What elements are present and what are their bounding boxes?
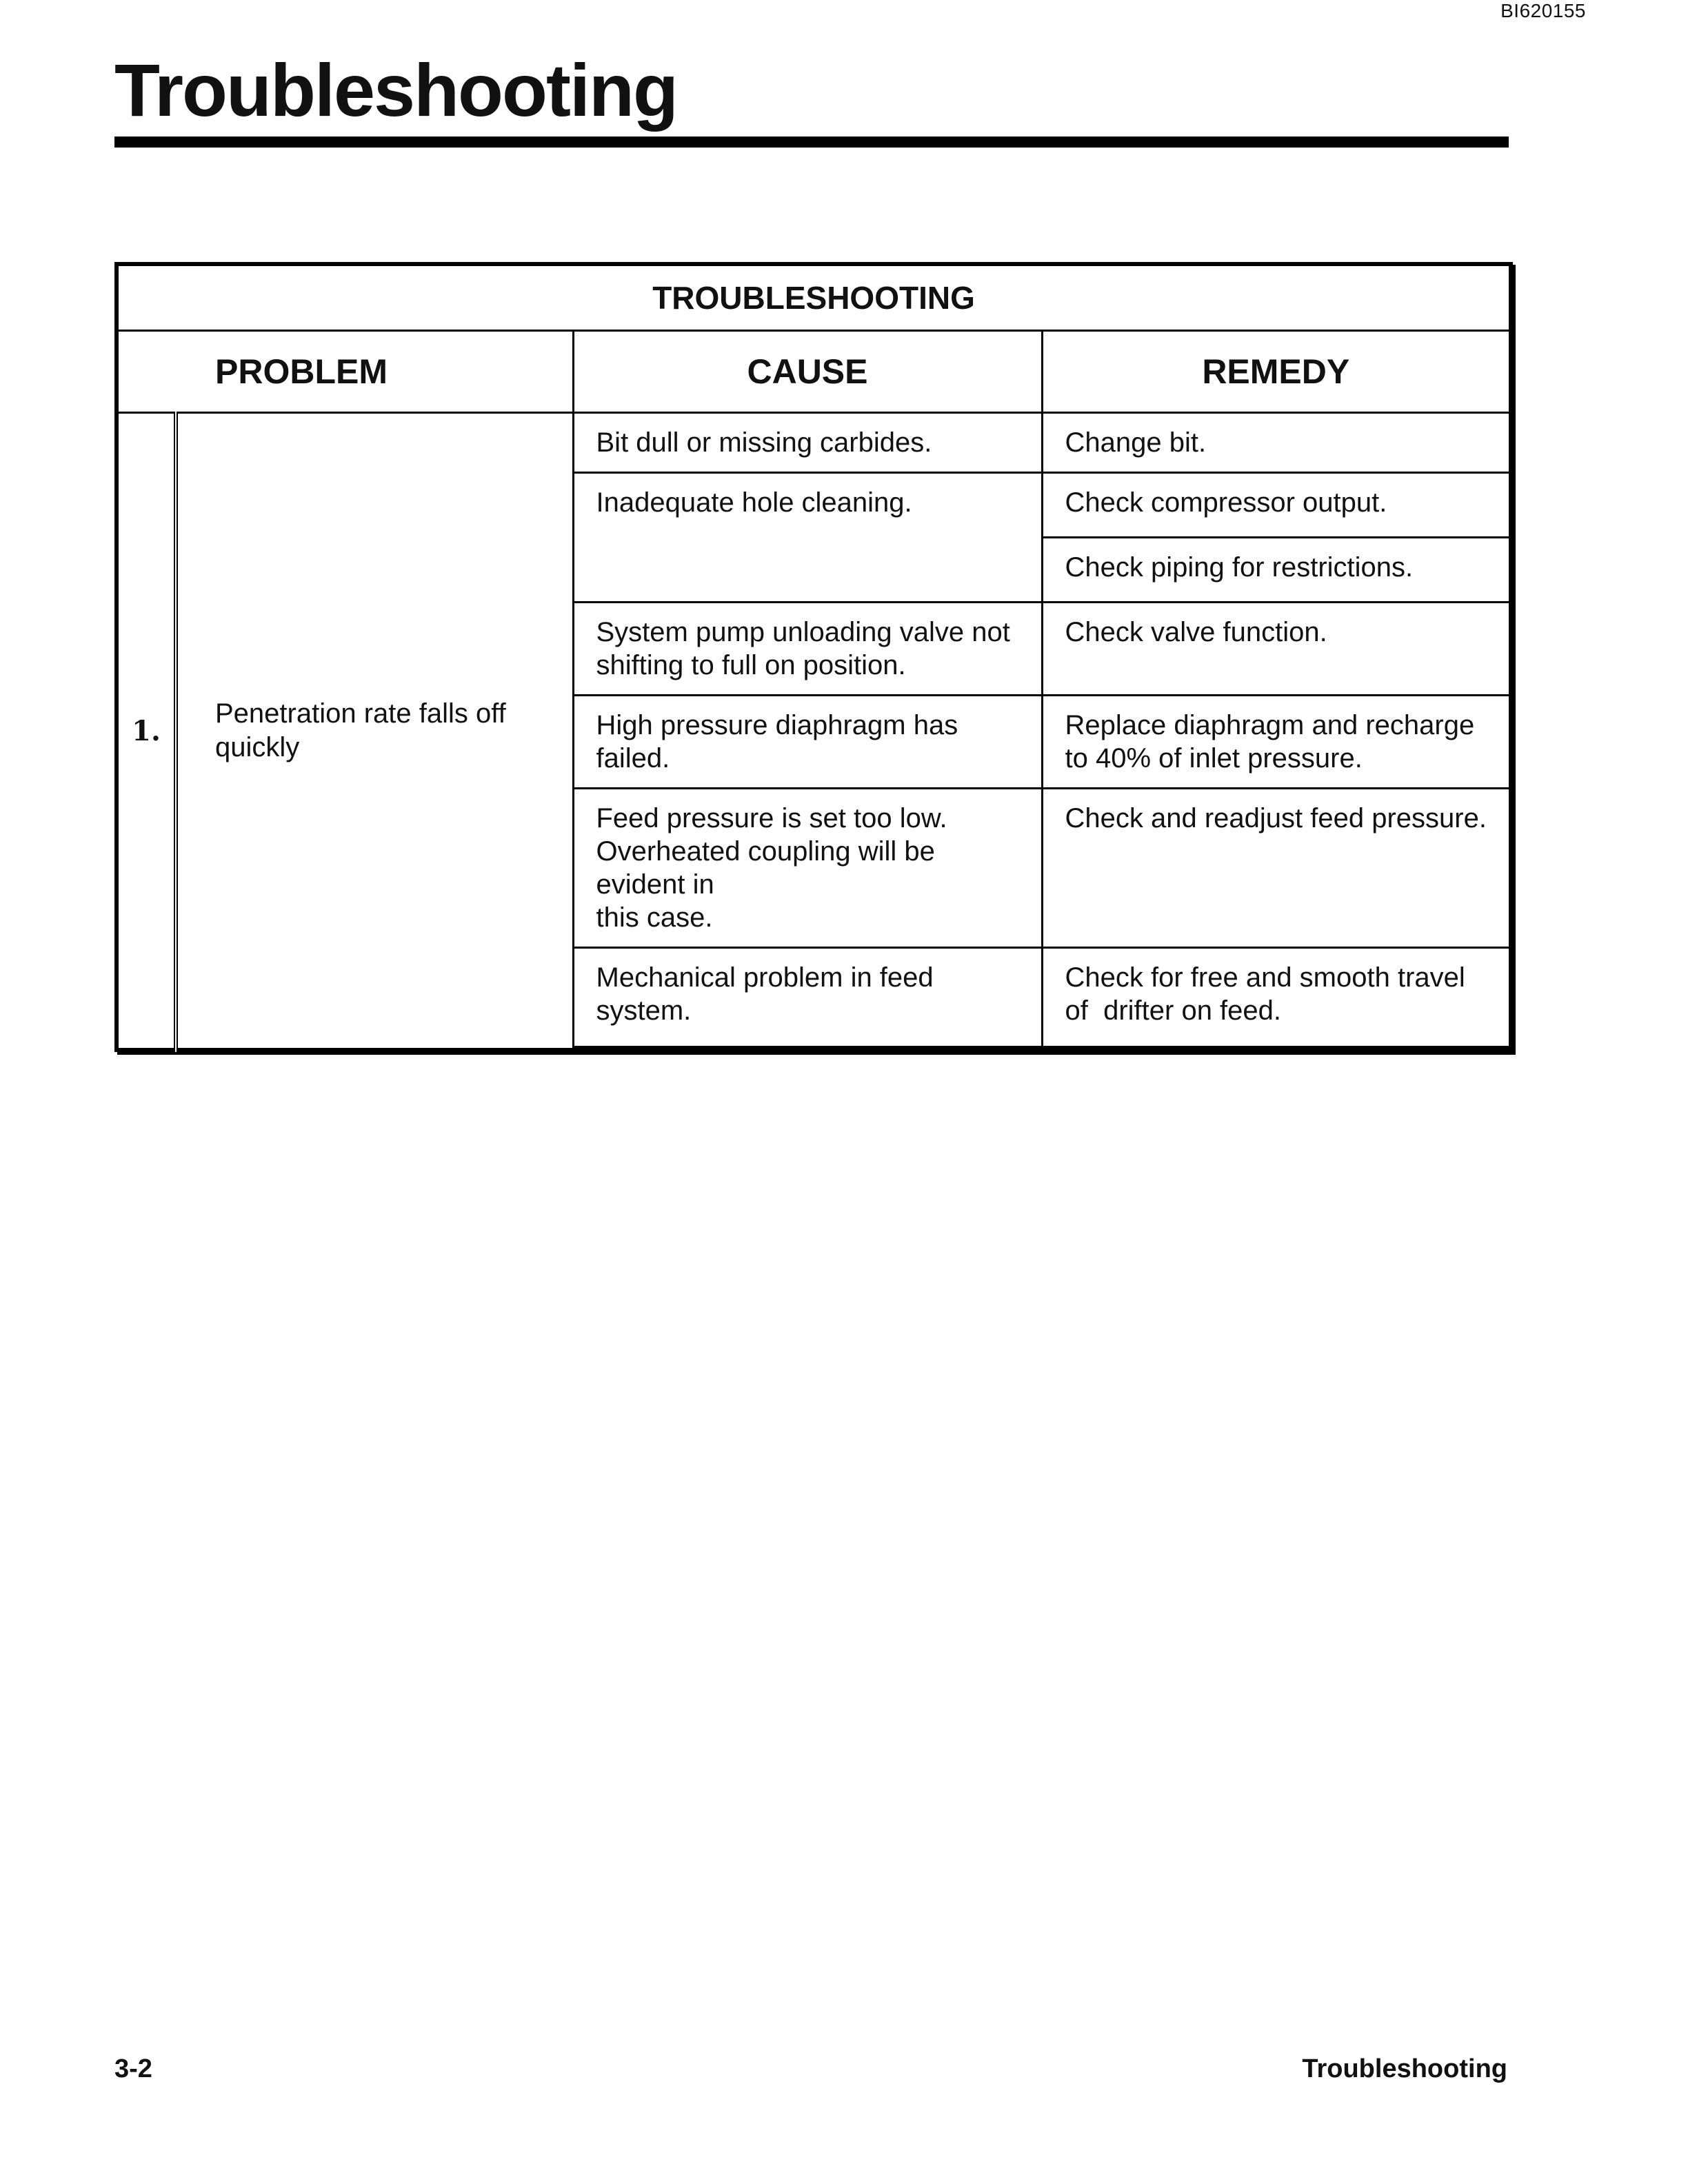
table-row (117, 413, 1511, 473)
header-cause: CAUSE (573, 331, 1042, 413)
remedy-cell (1042, 413, 1511, 473)
title-rule (114, 136, 1509, 148)
footer-section-title: Troubleshooting (1302, 2054, 1507, 2083)
cause-cell (573, 948, 1042, 1047)
problem-description-line: Penetration rate falls off (215, 698, 506, 729)
remedy-cell (1042, 789, 1511, 948)
troubleshooting-table (114, 262, 1513, 1052)
cause-text: failed. (596, 743, 670, 774)
header-remedy: REMEDY (1042, 331, 1511, 413)
problem-description (176, 413, 573, 1051)
remedy-text: Check valve function. (1065, 617, 1327, 647)
page-title: Troubleshooting (114, 48, 677, 132)
cause-cell (573, 789, 1042, 948)
cause-text: System pump unloading valve not (596, 617, 1010, 647)
problem-number: 1. (117, 413, 176, 1051)
remedy-text: Replace diaphragm and recharge (1065, 710, 1475, 740)
remedy-text: Check compressor output. (1065, 487, 1387, 518)
remedy-cell (1042, 696, 1511, 789)
cause-cell (573, 603, 1042, 696)
spacer-cell (573, 1047, 1511, 1051)
footer-page-number: 3-2 (114, 2054, 152, 2083)
cause-text: this case. (596, 902, 713, 933)
cause-text: Overheated coupling will be evident in (596, 836, 935, 900)
remedy-text: Check for free and smooth travel (1065, 962, 1465, 993)
cause-text: High pressure diaphragm has (596, 710, 958, 740)
remedy-text: Check piping for restrictions. (1065, 552, 1414, 583)
remedy-cell (1042, 948, 1511, 1047)
remedy-text: of drifter on feed. (1065, 995, 1282, 1026)
remedy-text: Change bit. (1065, 427, 1207, 458)
remedy-text: Check and readjust feed pressure. (1065, 803, 1487, 833)
troubleshooting-table-container (114, 262, 1514, 1052)
table-caption: TROUBLESHOOTING (117, 264, 1511, 331)
cause-cell (573, 413, 1042, 473)
cause-text: Feed pressure is set too low. (596, 803, 947, 833)
remedy-cell (1042, 603, 1511, 696)
cause-cell (573, 696, 1042, 789)
document-id: BI620155 (1500, 0, 1586, 21)
cause-text: Inadequate hole cleaning. (596, 487, 912, 518)
cause-text: shifting to full on position. (596, 650, 906, 680)
remedy-cell (1042, 473, 1511, 538)
cause-text: Bit dull or missing carbides. (596, 427, 932, 458)
cause-cell (573, 473, 1042, 603)
remedy-cell (1042, 538, 1511, 603)
cause-text: Mechanical problem in feed system. (596, 962, 934, 1026)
remedy-text: to 40% of inlet pressure. (1065, 743, 1363, 774)
problem-description-line: quickly (215, 732, 300, 762)
header-problem: PROBLEM (117, 331, 573, 413)
